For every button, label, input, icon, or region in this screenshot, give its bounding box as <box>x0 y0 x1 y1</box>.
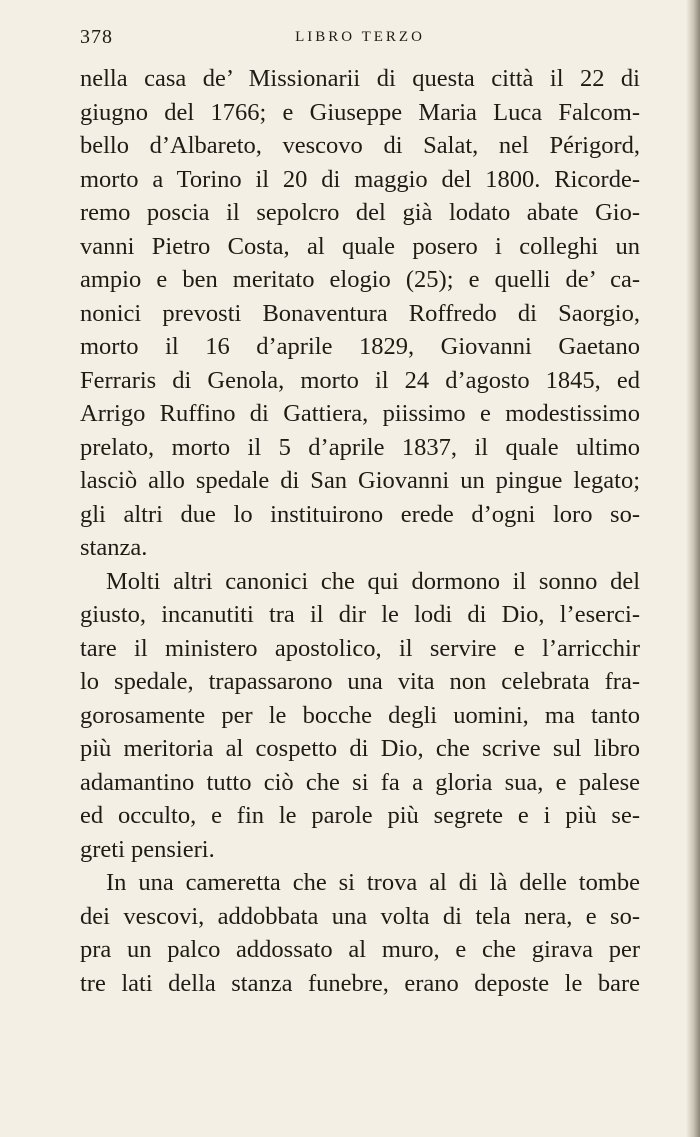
text-line: vanni Pietro Costa, al quale posero i colleghi un <box>80 232 640 260</box>
page-edge-shadow <box>686 0 700 1137</box>
text-line: gli altri due lo instituirono erede d’ogni loro so- <box>80 500 640 528</box>
text-line: In una cameretta che si trova al di là delle tombe <box>106 869 640 896</box>
text-line: lasciò allo spedale di San Giovanni un pingue legato; <box>80 467 640 494</box>
text-line: lo spedale, trapassarono una vita non celebrata fra- <box>80 668 640 695</box>
text-line: morto il 16 d’aprile 1829, Giovanni Gaetano <box>80 333 640 360</box>
paragraph-3 <box>80 866 640 1000</box>
text-line: prelato, morto il 5 d’aprile 1837, il quale ultimo <box>80 433 640 461</box>
text-line: giusto, incanutiti tra il dir le lodi di Dio, l’eserci- <box>80 601 640 628</box>
text-line: bello d’Albareto, vescovo di Salat, nel Périgord, <box>80 132 640 159</box>
text-line: tre lati della stanza funebre, erano deposte le bare <box>80 969 640 997</box>
text-line: gorosamente per le bocche degli uomini, ma tanto <box>80 701 640 729</box>
body-text <box>80 62 640 1000</box>
text-line: Molti altri canonici che qui dormono il sonno del <box>106 567 640 595</box>
text-line: nella casa de’ Missionarii di questa città il 22 di <box>80 65 640 92</box>
text-line: greti pensieri. <box>80 835 215 863</box>
text-line: pra un palco addossato al muro, e che girava per <box>80 936 640 963</box>
running-head: LIBRO TERZO <box>295 29 425 45</box>
text-line: ampio e ben meritato elogio (25); e quelli de’ ca- <box>80 266 640 293</box>
text-line: morto a Torino il 20 di maggio del 1800. Ricorde- <box>80 165 640 193</box>
page-number: 378 <box>80 26 113 48</box>
text-line: nonici prevosti Bonaventura Roffredo di Saorgio, <box>80 299 640 327</box>
text-line: remo poscia il sepolcro del già lodato abate Gio- <box>80 199 640 226</box>
text-line: più meritoria al cospetto di Dio, che scrive sul libro <box>80 735 640 762</box>
text-line: adamantino tutto ciò che si fa a gloria sua, e palese <box>80 768 640 796</box>
paragraph-1 <box>80 62 640 565</box>
page-header <box>80 26 640 50</box>
text-line: stanza. <box>80 534 148 561</box>
text-line: giugno del 1766; e Giuseppe Maria Luca Falcom- <box>80 98 640 126</box>
text-line: dei vescovi, addobbata una volta di tela nera, e so- <box>80 902 640 930</box>
text-line: ed occulto, e fin le parole più segrete e i più se- <box>80 802 640 829</box>
text-line: tare il ministero apostolico, il servire e l’arricchir <box>80 634 640 662</box>
text-line: Ferraris di Genola, morto il 24 d’agosto 1845, ed <box>80 366 640 394</box>
text-line: Arrigo Ruffino di Gattiera, piissimo e modestissimo <box>80 400 640 427</box>
paragraph-2 <box>80 565 640 867</box>
